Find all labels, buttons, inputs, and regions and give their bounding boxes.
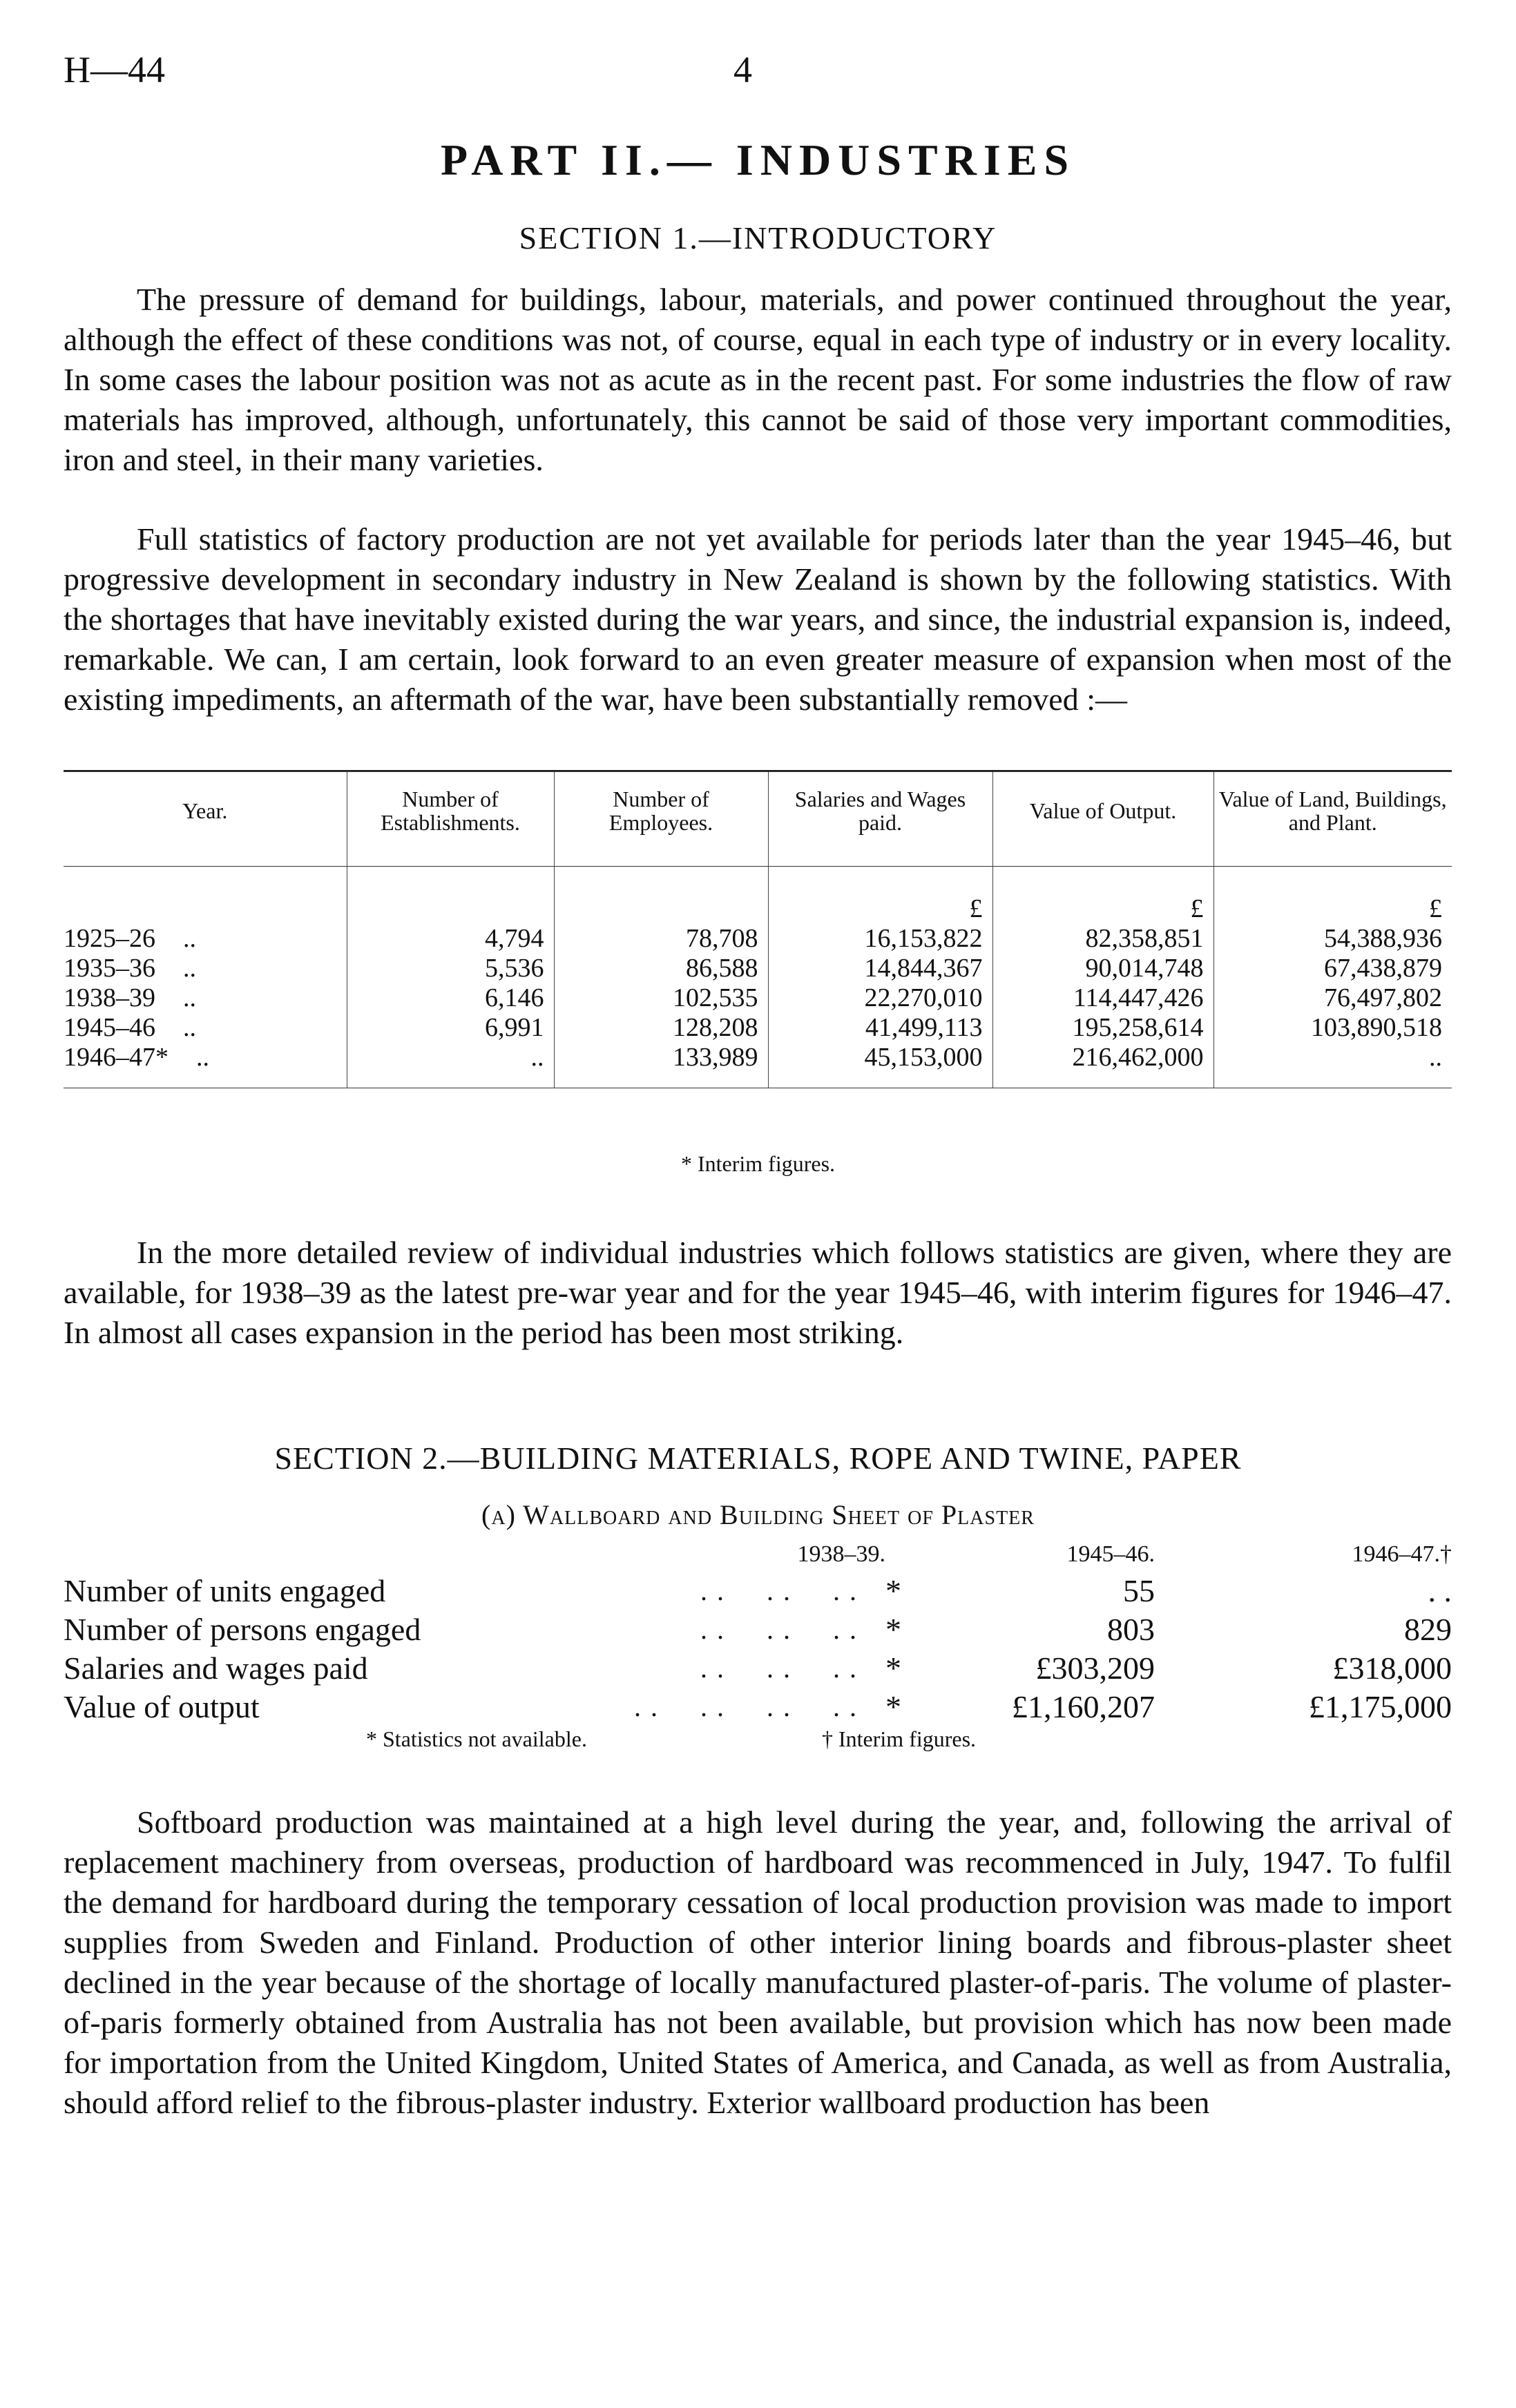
wallboard-statistics-table	[64, 1541, 1452, 1726]
unit-row	[64, 867, 1452, 925]
row-label: Value of output	[64, 1689, 260, 1724]
leader-dots: ..	[183, 924, 196, 953]
unit-pound: £	[992, 867, 1213, 925]
value-1946-47: . .	[1428, 1573, 1452, 1608]
year-cell: 1945–46	[64, 1013, 155, 1042]
header-year: Year.	[64, 772, 347, 867]
row-label: Number of persons engaged	[64, 1612, 421, 1647]
establishments-cell: 6,991	[347, 1013, 554, 1043]
table-row	[64, 1688, 1452, 1726]
table-row	[64, 1043, 1452, 1088]
table-row	[64, 983, 1452, 1013]
leader-dots: . . . . . .	[700, 1575, 858, 1606]
section2-title: SECTION 2.—BUILDING MATERIALS, ROPE AND TWINE, PAPER	[274, 1441, 1242, 1476]
value-1938-39: *	[885, 1612, 901, 1647]
value-1946-47: £1,175,000	[1309, 1689, 1452, 1724]
employees-cell: 86,588	[554, 954, 768, 983]
value-1938-39: *	[885, 1650, 901, 1686]
table-row	[64, 924, 1452, 954]
table-footnote: * Interim figures.	[680, 1151, 836, 1176]
employees-cell: 102,535	[554, 983, 768, 1013]
section1-paragraph-1: The pressure of demand for buildings, labour, materials, and power continued throughout the year, although the effect of these conditions was not, of course, equal in each type of industry or in every locality. In some cases the labour position was not as acute as in the recent past. For some industries the flow of raw materials has improved, although, unfortunately, this cannot be said of those very important commodities, iron and steel, in their many varieties.	[64, 282, 1452, 477]
salaries-cell: 16,153,822	[768, 924, 992, 954]
land-cell: 103,890,518	[1213, 1013, 1452, 1043]
year-cell: 1925–26	[64, 924, 155, 953]
footnote-interim: † Interim figures.	[822, 1726, 977, 1751]
employees-cell: 133,989	[554, 1043, 768, 1088]
table-row	[64, 1013, 1452, 1043]
section1-paragraph-2: Full statistics of factory production are not yet available for periods later than the year 1945–46, but progressive development in secondary industry in New Zealand is shown by the following statistics. With the shortages that have inevitably existed during the war years, and since, the industrial expansion is, indeed, remarkable. We can, I am certain, look forward to an even greater measure of expansion when most of the existing impediments, an aftermath of the war, have been substantially removed :—	[64, 521, 1452, 717]
salaries-cell: 41,499,113	[768, 1013, 992, 1043]
leader-dots: . . . . . .	[700, 1653, 858, 1684]
land-cell: ..	[1213, 1043, 1452, 1088]
table-header-row	[64, 772, 1452, 867]
col-1938-39: 1938–39.	[797, 1541, 885, 1567]
land-cell: 76,497,802	[1213, 983, 1452, 1013]
section2-paragraph-1: Softboard production was maintained at a high level during the year, and, following the arrival of replacement machinery from overseas, production of hardboard was recommenced in July, 1947. To fulfil the demand for hardboard during the temporary cessation of local production provision was made to import supplies from Sweden and Finland. Production of other interior lining boards and fibrous-plaster sheet declined in the year because of the shortage of locally manufactured plaster-of-paris. The volume of plaster-of-paris formerly obtained from Australia has not been available, but provision which has now been made for importation from the United Kingdom, United States of America, and Canada, as well as from Australia, should afford relief to the fibrous-plaster industry. Exterior wallboard production has been	[64, 1804, 1452, 2120]
header-output: Value of Output.	[992, 772, 1213, 867]
value-1938-39: *	[885, 1573, 901, 1608]
table-row	[64, 1572, 1452, 1610]
leader-dots: ..	[196, 1043, 209, 1072]
col-1946-47: 1946–47.†	[1352, 1541, 1452, 1567]
header-employees: Number of Employees.	[554, 772, 768, 867]
value-1946-47: 829	[1404, 1612, 1452, 1647]
leader-dots: ..	[183, 983, 196, 1012]
year-cell: 1938–39	[64, 983, 155, 1012]
value-1945-46: 803	[1107, 1612, 1155, 1647]
output-cell: 114,447,426	[992, 983, 1213, 1013]
salaries-cell: 45,153,000	[768, 1043, 992, 1088]
value-1945-46: £1,160,207	[1012, 1689, 1155, 1724]
salaries-cell: 14,844,367	[768, 954, 992, 983]
leader-dots: . . . . . . . .	[634, 1691, 858, 1722]
row-label: Salaries and wages paid	[64, 1650, 368, 1686]
salaries-cell: 22,270,010	[768, 983, 992, 1013]
header-establishments: Number of Establishments.	[347, 772, 554, 867]
year-cell: 1935–36	[64, 954, 155, 983]
output-cell: 90,014,748	[992, 954, 1213, 983]
section1-title: SECTION 1.—INTRODUCTORY	[519, 220, 997, 256]
unit-pound: £	[768, 867, 992, 925]
page-reference: H—44	[64, 49, 165, 90]
year-cell: 1946–47*	[64, 1043, 169, 1072]
land-cell: 67,438,879	[1213, 954, 1452, 983]
value-1946-47: £318,000	[1332, 1650, 1452, 1686]
employees-cell: 128,208	[554, 1013, 768, 1043]
employees-cell: 78,708	[554, 924, 768, 954]
leader-dots: ..	[183, 1013, 196, 1042]
page-number: 4	[733, 49, 752, 90]
establishments-cell: 6,146	[347, 983, 554, 1013]
value-1945-46: 55	[1123, 1573, 1155, 1608]
output-cell: 195,258,614	[992, 1013, 1213, 1043]
establishments-cell: 5,536	[347, 954, 554, 983]
land-cell: 54,388,936	[1213, 924, 1452, 954]
table-row	[64, 1649, 1452, 1688]
header-land: Value of Land, Buildings, and Plant.	[1213, 772, 1452, 867]
value-1938-39: *	[885, 1689, 901, 1724]
establishments-cell: ..	[347, 1043, 554, 1088]
col-1945-46: 1945–46.	[1066, 1541, 1155, 1567]
year-header-row	[64, 1541, 1452, 1572]
row-label: Number of units engaged	[64, 1573, 386, 1608]
table-row	[64, 1610, 1452, 1649]
header-salaries: Salaries and Wages paid.	[768, 772, 992, 867]
industry-statistics-table	[64, 770, 1452, 1088]
value-1945-46: £303,209	[1035, 1650, 1155, 1686]
output-cell: 216,462,000	[992, 1043, 1213, 1088]
establishments-cell: 4,794	[347, 924, 554, 954]
part-title: PART II.— INDUSTRIES	[440, 135, 1076, 184]
leader-dots: . . . . . .	[700, 1614, 858, 1645]
table-row	[64, 954, 1452, 983]
unit-pound: £	[1213, 867, 1452, 925]
footnote-not-available: * Statistics not available.	[366, 1726, 587, 1751]
leader-dots: ..	[183, 954, 196, 983]
output-cell: 82,358,851	[992, 924, 1213, 954]
section1-paragraph-3: In the more detailed review of individual industries which follows statistics are given, where they are available, for 1938–39 as the latest pre-war year and for the year 1945–46, with interim figures for 1946–47. In almost all cases expansion in the period has been most striking.	[64, 1235, 1452, 1350]
subsection-a-title: (a) Wallboard and Building Sheet of Plaster	[481, 1499, 1035, 1530]
